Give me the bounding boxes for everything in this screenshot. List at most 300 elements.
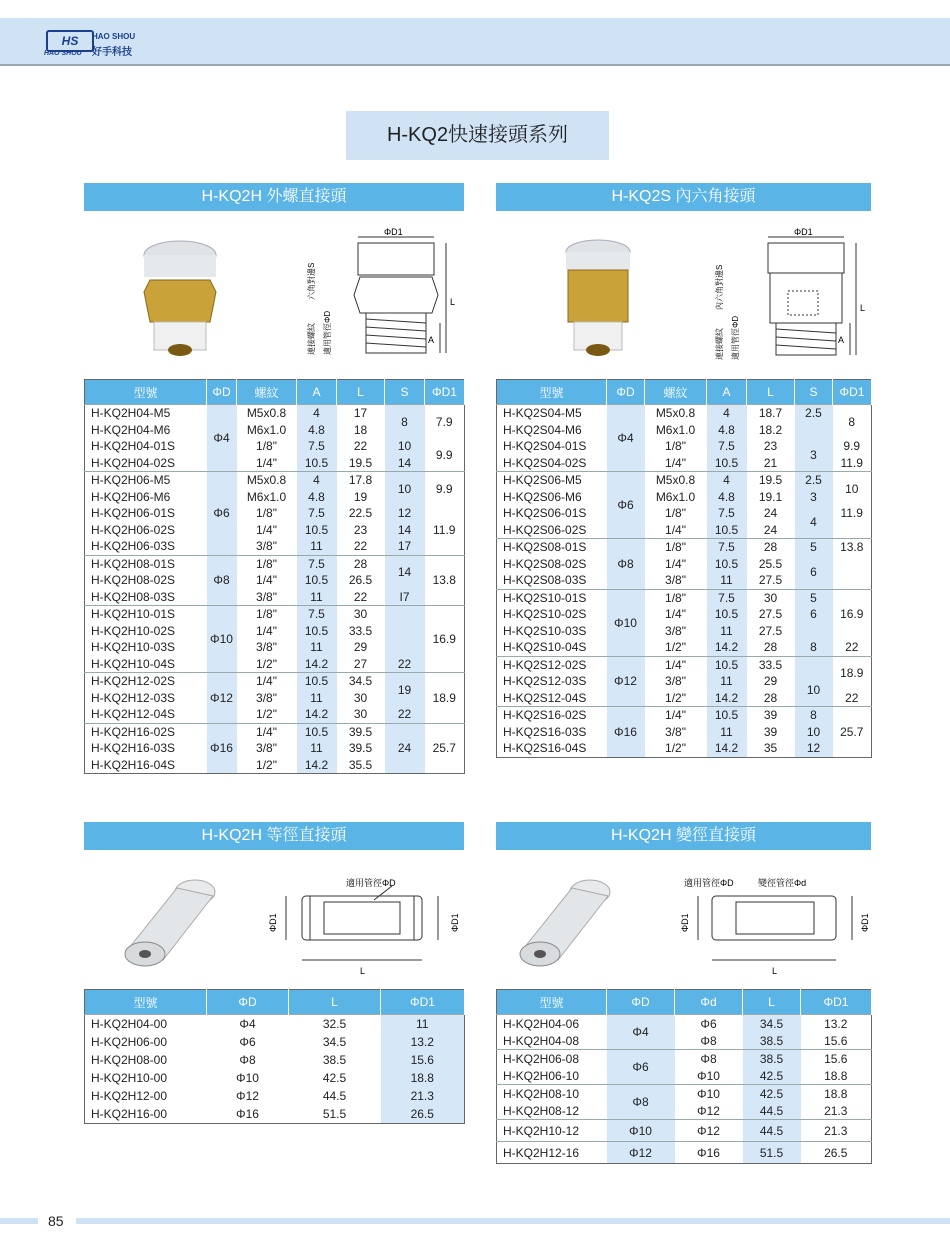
table-header-cell: ΦD1 — [425, 380, 465, 405]
l-cell: 22 — [353, 439, 368, 454]
l-cell: 30 — [353, 707, 368, 722]
table-row — [497, 1085, 872, 1103]
model-cell: H-KQ2H04-02S — [91, 455, 176, 470]
table-row — [497, 1015, 872, 1033]
table-header-cell: A — [707, 380, 747, 405]
table-header-cell: 型號 — [497, 990, 607, 1015]
l-cell: 18 — [353, 422, 368, 437]
table-header-cell: ΦD1 — [801, 990, 872, 1015]
page-number: 85 — [48, 1213, 64, 1229]
a-cell: 4.8 — [707, 489, 747, 506]
kq2s-s-label: 內六角對邊S — [715, 264, 724, 310]
model-cell: H-KQ2H06-M6 — [91, 489, 171, 504]
thread-cell: 1/4" — [256, 573, 277, 588]
l-cell: 35 — [763, 741, 778, 756]
d1-cell: 25.7 — [833, 707, 872, 758]
kq2h-d1-label: ΦD1 — [384, 227, 403, 237]
section-title-equal: H-KQ2H 等徑直接頭 — [84, 822, 464, 850]
table-row — [497, 489, 872, 506]
table-header-cell: A — [297, 380, 337, 405]
s-cell: 19 — [385, 673, 425, 707]
model-cell: H-KQ2H10-02S — [91, 623, 176, 638]
thread-cell: 1/4" — [256, 522, 277, 537]
s-cell: 12 — [385, 505, 425, 522]
diameter-cell: Φ6 — [207, 472, 237, 556]
thread-cell: M6x1.0 — [655, 422, 696, 437]
d1-cell: 18.8 — [824, 1068, 848, 1083]
model-cell: H-KQ2S08-02S — [503, 556, 587, 571]
model-cell: H-KQ2S06-01S — [503, 506, 587, 521]
a-cell: 7.5 — [707, 438, 747, 455]
s-cell: 17 — [385, 538, 425, 555]
d1-cell: 11.9 — [840, 506, 863, 521]
table-row — [497, 438, 872, 455]
thread-cell: 1/2" — [256, 757, 277, 772]
a-cell: 10.5 — [297, 572, 337, 589]
l-cell: 21 — [763, 455, 778, 470]
d1-cell: 18.9 — [833, 656, 872, 690]
section-title-reducer: H-KQ2H 變徑直接頭 — [496, 822, 871, 850]
a-cell: 4.8 — [297, 422, 337, 439]
d1-cell: 13.2 — [801, 1015, 872, 1033]
s-cell: 5 — [795, 539, 833, 556]
l-cell: 19.5 — [747, 472, 795, 489]
s-cell: 8 — [385, 405, 425, 439]
table-header-cell: 螺紋 — [645, 380, 707, 405]
kq2s-spec-table — [496, 379, 872, 758]
model-cell: H-KQ2H12-02S — [85, 673, 207, 690]
model-cell: H-KQ2H06-01S — [91, 506, 176, 521]
d1-cell: 21.3 — [801, 1120, 872, 1142]
table-row — [497, 472, 872, 489]
reduced-diameter-cell: Φ8 — [675, 1050, 743, 1068]
d1-cell — [833, 522, 872, 539]
kq2h-s-label: 六角對邊S — [307, 262, 316, 300]
s-cell: 12 — [795, 740, 833, 757]
model-cell: H-KQ2S08-01S — [497, 539, 607, 556]
equal-d-label: 適用管徑ΦD — [346, 878, 396, 888]
model-cell: H-KQ2H06-M5 — [85, 472, 207, 489]
l-cell: 24 — [763, 522, 778, 537]
a-cell: 11 — [707, 673, 747, 690]
s-cell: 10 — [795, 724, 833, 741]
model-cell: H-KQ2S06-M6 — [503, 489, 582, 504]
table-header-cell: ΦD — [207, 380, 237, 405]
diameter-cell: Φ6 — [607, 472, 645, 539]
l-cell: 42.5 — [743, 1067, 801, 1085]
kq2h-a-label: A — [428, 335, 435, 345]
thread-cell: M6x1.0 — [246, 489, 287, 504]
diameter-cell: Φ10 — [607, 589, 645, 656]
model-cell: H-KQ2H06-10 — [503, 1068, 580, 1083]
l-cell: 44.5 — [743, 1102, 801, 1120]
reduced-diameter-cell: Φ8 — [700, 1033, 717, 1048]
diameter-cell: Φ4 — [207, 1015, 289, 1034]
model-cell: H-KQ2H06-02S — [91, 522, 176, 537]
table-header-cell: ΦD — [207, 990, 289, 1015]
thread-cell: 1/4" — [645, 707, 707, 724]
l-cell: 28 — [763, 690, 778, 705]
kq2h-l-label: L — [450, 297, 456, 307]
table-header-cell: ΦD1 — [833, 380, 872, 405]
s-cell: 5 — [795, 589, 833, 606]
model-cell: H-KQ2S08-03S — [503, 573, 587, 588]
thread-cell: 3/8" — [256, 589, 277, 604]
table-header-cell: 螺紋 — [237, 380, 297, 405]
a-cell: 14.2 — [707, 740, 747, 757]
thread-cell: 1/4" — [256, 623, 277, 638]
a-cell: 10.5 — [707, 656, 747, 673]
a-cell: 11 — [297, 639, 337, 656]
l-cell: 25.5 — [758, 556, 783, 571]
table-row — [497, 1050, 872, 1068]
a-cell: 10.5 — [297, 522, 337, 539]
table-row — [85, 538, 465, 555]
d1-cell: 11.9 — [433, 522, 456, 537]
brand-logo-sub: HAO SHOU — [44, 50, 82, 57]
a-cell: 4 — [297, 472, 337, 489]
reduced-diameter-cell: Φ6 — [675, 1015, 743, 1033]
table-row — [497, 1102, 872, 1120]
s-cell: 8 — [795, 707, 833, 724]
l-cell: 39 — [763, 724, 778, 739]
thread-cell: 1/4" — [256, 455, 277, 470]
diameter-cell: Φ8 — [607, 1085, 675, 1120]
model-cell: H-KQ2H08-10 — [497, 1085, 607, 1103]
thread-cell: 1/4" — [665, 522, 686, 537]
diameter-cell: Φ10 — [607, 1120, 675, 1142]
d1-cell: 22 — [845, 640, 859, 655]
l-cell: 29 — [353, 640, 368, 655]
a-cell: 10.5 — [297, 455, 337, 472]
l-cell: 17 — [337, 405, 385, 422]
table-row — [85, 1069, 465, 1087]
l-cell: 22 — [353, 589, 368, 604]
table-header-cell: 型號 — [85, 990, 207, 1015]
thread-cell: M6x1.0 — [655, 489, 696, 504]
d1-cell: 10 — [833, 472, 872, 506]
table-header-row — [497, 380, 872, 405]
table-row — [85, 656, 465, 673]
d1-cell — [833, 556, 872, 590]
s-cell: 6 — [795, 556, 833, 590]
l-cell: 27.5 — [758, 573, 783, 588]
table-row — [497, 606, 872, 623]
reducer-dd-label: 變徑管徑Φd — [758, 878, 807, 888]
l-cell: 27.5 — [758, 607, 783, 622]
s-cell: 10 — [795, 673, 833, 707]
model-cell: H-KQ2H12-00 — [91, 1089, 168, 1103]
model-cell: H-KQ2H04-01S — [91, 439, 176, 454]
diameter-cell: Φ12 — [607, 656, 645, 707]
model-cell: H-KQ2H16-04S — [91, 757, 176, 772]
model-cell: H-KQ2H06-00 — [91, 1035, 168, 1049]
table-row — [497, 656, 872, 673]
model-cell: H-KQ2S10-02S — [503, 607, 587, 622]
s-cell: 14 — [385, 455, 425, 472]
l-cell: 51.5 — [322, 1107, 347, 1121]
model-cell: H-KQ2H04-00 — [85, 1015, 207, 1034]
a-cell: 10.5 — [297, 623, 337, 640]
table-row — [85, 673, 465, 690]
table-header-row — [497, 990, 872, 1015]
a-cell: 7.5 — [297, 505, 337, 522]
reducer-dimension-drawing — [676, 872, 871, 980]
l-cell: 51.5 — [743, 1142, 801, 1164]
model-cell: H-KQ2S12-03S — [503, 674, 587, 689]
diameter-cell: Φ16 — [607, 707, 645, 758]
thread-cell: 1/8" — [665, 439, 686, 454]
l-cell: 39.5 — [348, 741, 373, 756]
l-cell: 33.5 — [348, 623, 373, 638]
a-cell: 11 — [707, 572, 747, 589]
brand-name-cn: 好手科技 — [92, 47, 132, 58]
kq2s-d1-label: ΦD1 — [794, 227, 813, 237]
thread-cell: 1/4" — [237, 723, 297, 740]
thread-cell: 1/2" — [665, 741, 686, 756]
a-cell: 4 — [297, 405, 337, 422]
thread-cell: 1/8" — [237, 606, 297, 623]
kq2s-d-label: 適用管徑ΦD — [731, 315, 740, 360]
table-header-cell: L — [337, 380, 385, 405]
thread-cell: 1/2" — [256, 707, 277, 722]
l-cell: 44.5 — [322, 1089, 347, 1103]
model-cell: H-KQ2H08-01S — [85, 555, 207, 572]
l-cell: 27.5 — [758, 623, 783, 638]
diameter-cell: Φ16 — [236, 1107, 259, 1121]
thread-cell: 1/8" — [237, 555, 297, 572]
equal-l-label: L — [360, 966, 366, 976]
reducer-d1-label-right: ΦD1 — [860, 913, 870, 932]
a-cell: 10.5 — [297, 673, 337, 690]
diameter-cell: Φ10 — [236, 1071, 259, 1085]
d1-cell: 21.3 — [824, 1103, 848, 1118]
table-header-cell: S — [385, 380, 425, 405]
thread-cell: 1/8" — [665, 506, 686, 521]
kq2h-product-photo — [120, 230, 240, 365]
table-row — [497, 740, 872, 757]
model-cell: H-KQ2S06-M5 — [497, 472, 607, 489]
table-row — [497, 724, 872, 741]
thread-cell: M5x0.8 — [645, 472, 707, 489]
s-cell: 4 — [795, 505, 833, 539]
table-row — [497, 422, 872, 439]
d1-cell: 26.5 — [801, 1142, 872, 1164]
s-cell: 6 — [795, 606, 833, 623]
reduced-diameter-cell: Φ16 — [675, 1142, 743, 1164]
table-row — [85, 1105, 465, 1124]
table-header-cell: ΦD — [607, 380, 645, 405]
thread-cell: 1/8" — [645, 539, 707, 556]
a-cell: 10.5 — [707, 556, 747, 573]
l-cell: 23 — [353, 522, 368, 537]
table-row — [85, 1051, 465, 1069]
table-row — [85, 455, 465, 472]
table-header-cell: Φd — [675, 990, 743, 1015]
model-cell: H-KQ2H06-03S — [91, 539, 176, 554]
table-header-row — [85, 990, 465, 1015]
s-cell: 3 — [795, 438, 833, 472]
d1-cell: 13.8 — [833, 539, 872, 556]
thread-cell: M5x0.8 — [237, 405, 297, 422]
thread-cell: 1/4" — [665, 607, 686, 622]
kq2s-product-photo — [540, 230, 650, 365]
table-row — [85, 1087, 465, 1105]
model-cell: H-KQ2H10-04S — [91, 656, 176, 671]
model-cell: H-KQ2H08-02S — [91, 573, 176, 588]
l-cell: 19.1 — [758, 489, 783, 504]
kq2s-l-label: L — [860, 303, 866, 313]
l-cell: 28 — [337, 555, 385, 572]
table-header-cell: S — [795, 380, 833, 405]
l-cell: 19 — [353, 489, 368, 504]
s-cell: 2.5 — [795, 405, 833, 422]
table-header-cell: 型號 — [497, 380, 607, 405]
model-cell: H-KQ2H04-M5 — [85, 405, 207, 422]
a-cell: 11 — [297, 690, 337, 707]
table-row — [497, 623, 872, 640]
reducer-spec-table — [496, 989, 872, 1164]
d1-cell: 18.9 — [425, 673, 465, 724]
l-cell: 22.5 — [348, 506, 373, 521]
s-cell — [385, 606, 425, 656]
model-cell: H-KQ2S12-02S — [497, 656, 607, 673]
l-cell: 34.5 — [743, 1015, 801, 1033]
equal-spec-table — [84, 989, 465, 1124]
brand-logo: HS — [46, 30, 94, 52]
thread-cell: 3/8" — [256, 539, 277, 554]
l-cell: 17.8 — [337, 472, 385, 489]
diameter-cell: Φ6 — [239, 1035, 256, 1049]
kq2h-d-label: 適用管徑ΦD — [323, 310, 332, 355]
table-row — [85, 706, 465, 723]
a-cell: 14.2 — [297, 706, 337, 723]
thread-cell: 1/4" — [237, 673, 297, 690]
s-cell: 10 — [385, 472, 425, 506]
page-header — [0, 18, 950, 66]
l-cell: 19.5 — [348, 455, 373, 470]
d1-cell: 9.9 — [425, 472, 465, 506]
s-cell — [795, 623, 833, 640]
table-row — [497, 505, 872, 522]
equal-d1-label: ΦD1 — [268, 913, 278, 932]
thread-cell: 1/8" — [256, 506, 277, 521]
l-cell: 38.5 — [743, 1050, 801, 1068]
table-row — [85, 723, 465, 740]
thread-cell: 3/8" — [256, 690, 277, 705]
a-cell: 4 — [707, 405, 747, 422]
thread-cell: 1/8" — [645, 589, 707, 606]
model-cell: H-KQ2S16-04S — [503, 741, 587, 756]
s-cell: 14 — [385, 522, 425, 539]
d1-cell: 13.2 — [381, 1033, 465, 1051]
table-header-cell: L — [743, 990, 801, 1015]
l-cell: 18.2 — [758, 422, 783, 437]
kq2s-dimension-drawing — [710, 225, 870, 365]
model-cell: H-KQ2S12-04S — [503, 690, 587, 705]
model-cell: H-KQ2H16-03S — [91, 741, 176, 756]
model-cell: H-KQ2H16-02S — [85, 723, 207, 740]
thread-cell: 1/2" — [665, 640, 686, 655]
diameter-cell: Φ4 — [607, 405, 645, 472]
reducer-product-photo — [510, 868, 620, 978]
l-cell: 44.5 — [743, 1120, 801, 1142]
s-cell: 10 — [385, 438, 425, 455]
table-row — [85, 522, 465, 539]
table-row — [497, 1142, 872, 1164]
diameter-cell: Φ12 — [607, 1142, 675, 1164]
table-row — [497, 556, 872, 573]
table-row — [497, 539, 872, 556]
s-cell: 14 — [385, 555, 425, 589]
table-header-cell: ΦD1 — [381, 990, 465, 1015]
table-row — [85, 606, 465, 623]
a-cell: 4 — [707, 472, 747, 489]
d1-cell: 16.9 — [425, 606, 465, 673]
reduced-diameter-cell: Φ10 — [697, 1068, 720, 1083]
a-cell: 4.8 — [297, 489, 337, 506]
diameter-cell: Φ8 — [207, 555, 237, 606]
table-row — [497, 405, 872, 422]
brand-name-en: HAO SHOU — [92, 32, 136, 41]
footer-bar-right — [76, 1218, 950, 1224]
l-cell: 23 — [763, 439, 778, 454]
table-row — [85, 1015, 465, 1034]
d1-cell: 22 — [845, 690, 859, 705]
table-row — [85, 1033, 465, 1051]
a-cell: 11 — [297, 740, 337, 757]
thread-cell: 1/8" — [256, 439, 277, 454]
kq2s-a-label: A — [838, 335, 845, 345]
diameter-cell: Φ6 — [607, 1050, 675, 1085]
reducer-d1-label: ΦD1 — [680, 913, 690, 932]
table-row — [85, 405, 465, 422]
l-cell: 30 — [337, 606, 385, 623]
thread-cell: M5x0.8 — [237, 472, 297, 489]
reduced-diameter-cell: Φ12 — [675, 1120, 743, 1142]
footer-bar-left — [0, 1218, 38, 1224]
model-cell: H-KQ2H16-00 — [91, 1107, 168, 1121]
model-cell: H-KQ2S04-M5 — [497, 405, 607, 422]
l-cell: 38.5 — [322, 1053, 347, 1067]
a-cell: 10.5 — [707, 455, 747, 472]
model-cell: H-KQ2H04-M6 — [91, 422, 171, 437]
table-header-cell: L — [289, 990, 381, 1015]
s-cell: 22 — [385, 706, 425, 723]
model-cell: H-KQ2H08-00 — [91, 1053, 168, 1067]
s-cell: I7 — [385, 589, 425, 606]
d1-cell: 16.9 — [833, 589, 872, 639]
model-cell: H-KQ2H12-04S — [91, 707, 176, 722]
a-cell: 7.5 — [297, 606, 337, 623]
d1-cell: 15.6 — [381, 1051, 465, 1069]
model-cell: H-KQ2S10-01S — [497, 589, 607, 606]
diameter-cell: Φ8 — [607, 539, 645, 590]
l-cell: 26.5 — [348, 573, 373, 588]
d1-cell: 15.6 — [824, 1033, 848, 1048]
reducer-d-label: 適用管徑ΦD — [684, 878, 734, 888]
thread-cell: M5x0.8 — [645, 405, 707, 422]
model-cell: H-KQ2S10-03S — [503, 623, 587, 638]
a-cell: 11 — [297, 538, 337, 555]
d1-cell: 26.5 — [381, 1105, 465, 1124]
thread-cell: 1/4" — [645, 656, 707, 673]
d1-cell: 13.8 — [425, 555, 465, 606]
table-row — [497, 707, 872, 724]
reducer-l-label: L — [772, 966, 778, 976]
l-cell: 39 — [747, 707, 795, 724]
l-cell: 28 — [763, 640, 778, 655]
